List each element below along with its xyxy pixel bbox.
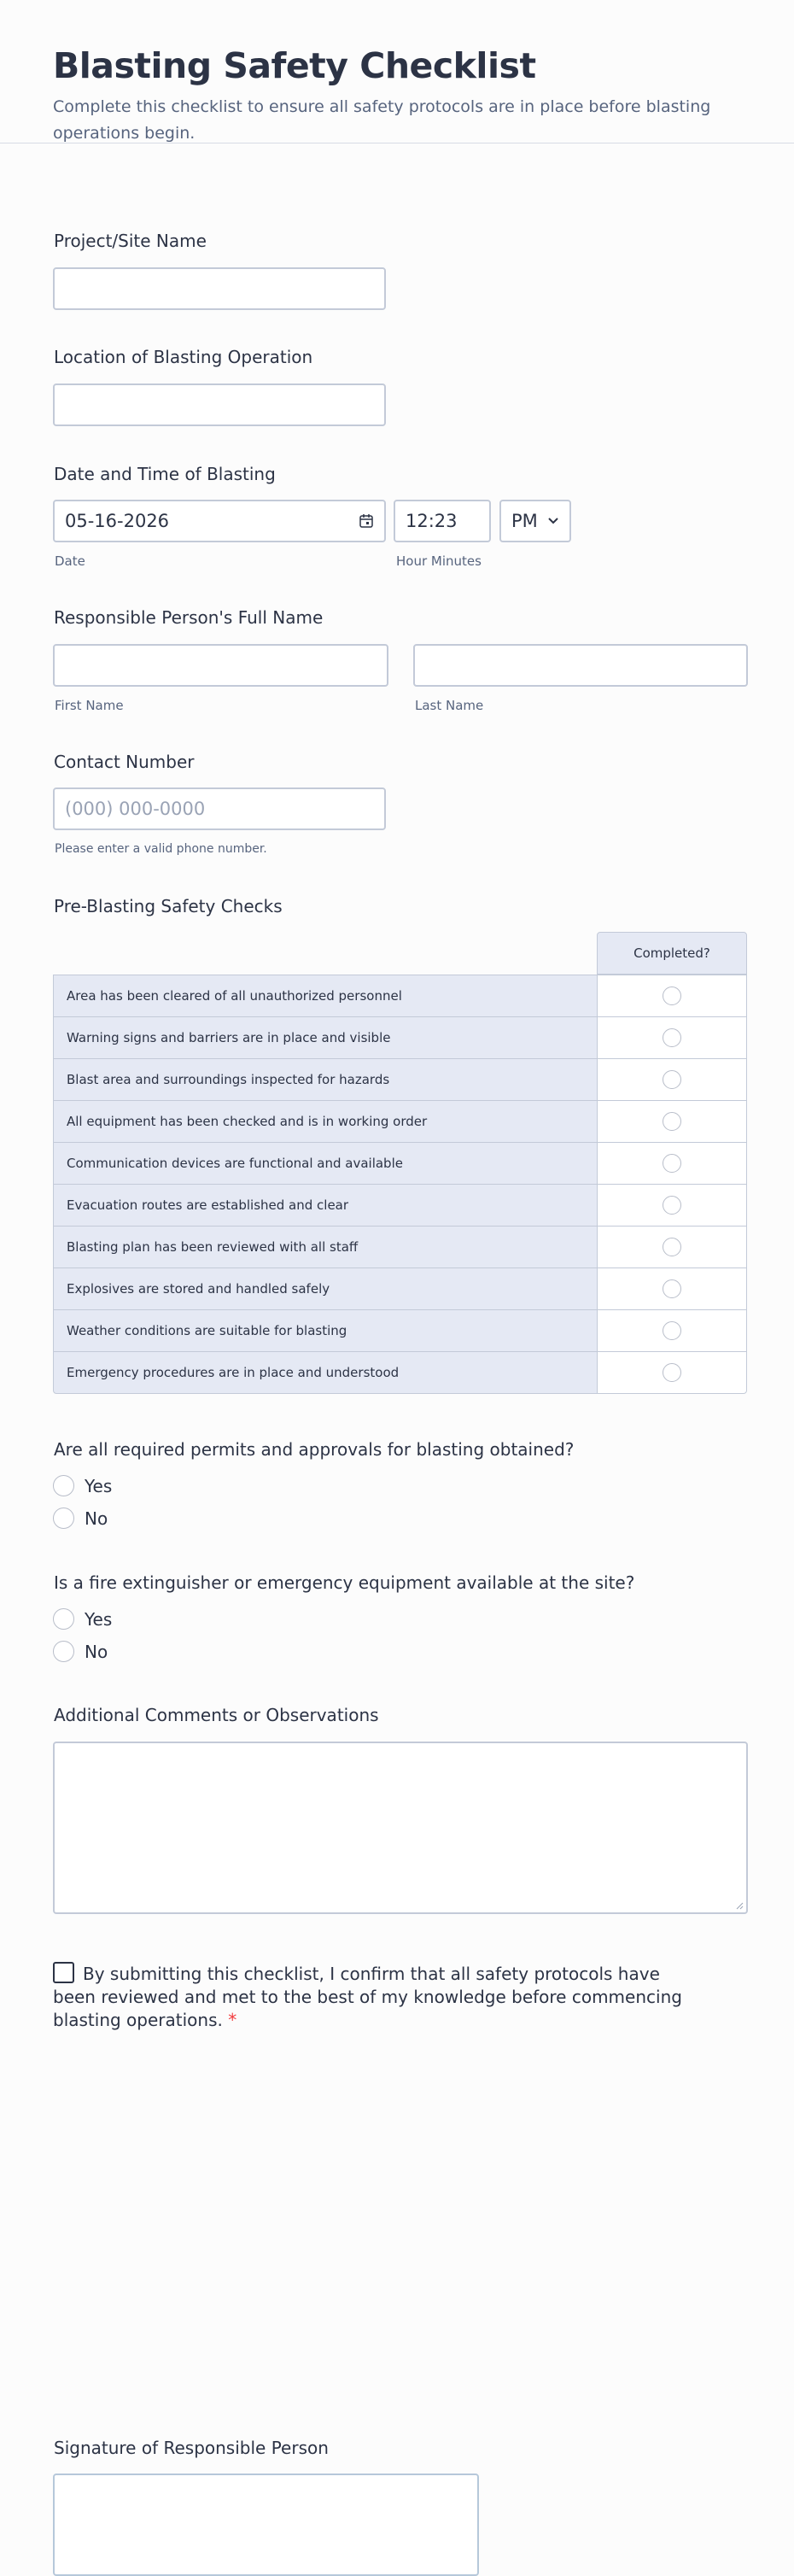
- option-label: No: [85, 1508, 108, 1529]
- extinguisher-option-no[interactable]: [53, 1641, 108, 1662]
- radio-button[interactable]: [53, 1508, 74, 1529]
- responsible-label: Responsible Person's Full Name: [54, 607, 324, 628]
- matrix-radio[interactable]: [663, 1028, 681, 1047]
- ampm-select[interactable]: [499, 500, 571, 542]
- matrix-row-label: All equipment has been checked and is in working order: [53, 1100, 598, 1143]
- matrix-row: [53, 1058, 747, 1101]
- matrix-row-label: Emergency procedures are in place and understood: [53, 1351, 598, 1394]
- date-input[interactable]: [53, 500, 386, 542]
- confirm-checkbox[interactable]: [53, 1962, 74, 1983]
- resize-handle-icon[interactable]: [735, 1901, 744, 1910]
- matrix-row: [53, 1309, 747, 1352]
- matrix-row-label: Area has been cleared of all unauthorized personnel: [53, 975, 598, 1017]
- matrix-radio[interactable]: [663, 1321, 681, 1340]
- datetime-label: Date and Time of Blasting: [54, 464, 276, 484]
- contact-label: Contact Number: [54, 752, 195, 772]
- option-label: No: [85, 1641, 108, 1662]
- project-field: [54, 231, 207, 251]
- time-input[interactable]: [394, 500, 491, 542]
- calendar-icon[interactable]: [359, 513, 374, 529]
- phone-hint: Please enter a valid phone number.: [55, 842, 267, 856]
- extinguisher-field: [54, 1572, 634, 1593]
- matrix-radio[interactable]: [663, 1238, 681, 1256]
- matrix-row: [53, 1100, 747, 1143]
- extinguisher-label: Is a fire extinguisher or emergency equipment available at the site?: [54, 1572, 635, 1593]
- responsible-field: [54, 607, 323, 628]
- first-name-input[interactable]: [53, 644, 388, 687]
- chevron-down-icon: [547, 517, 559, 525]
- matrix-row: [53, 975, 747, 1017]
- signature-field: [54, 2438, 329, 2458]
- location-label: Location of Blasting Operation: [54, 347, 313, 367]
- matrix-row: [53, 1142, 747, 1185]
- matrix-row: [53, 1016, 747, 1059]
- matrix-column-header: Completed?: [597, 932, 747, 975]
- comments-label: Additional Comments or Observations: [54, 1705, 379, 1725]
- signature-pad[interactable]: [53, 2474, 479, 2576]
- option-label: Yes: [85, 1475, 113, 1496]
- permits-option-no[interactable]: [53, 1508, 108, 1529]
- contact-field: [54, 752, 195, 772]
- matrix-radio[interactable]: [663, 1196, 681, 1215]
- matrix-radio[interactable]: [663, 1112, 681, 1131]
- permits-field: [54, 1439, 574, 1460]
- ampm-value: PM: [511, 511, 538, 531]
- permits-label: Are all required permits and approvals for blasting obtained?: [54, 1439, 575, 1460]
- form-description: Complete this checklist to ensure all safety protocols are in place before blasting operations begin.: [53, 97, 711, 143]
- form-header: [0, 0, 794, 143]
- matrix-row-label: Communication devices are functional and available: [53, 1142, 598, 1185]
- confirm-checkbox-field: [53, 1962, 702, 2032]
- radio-button[interactable]: [53, 1608, 74, 1630]
- last-name-input[interactable]: [413, 644, 748, 687]
- signature-label: Signature of Responsible Person: [54, 2438, 329, 2458]
- phone-placeholder: (000) 000-0000: [65, 799, 206, 819]
- matrix-radio[interactable]: [663, 986, 681, 1005]
- matrix-row: [53, 1351, 747, 1394]
- matrix-row-label: Blasting plan has been reviewed with all staff: [53, 1226, 598, 1268]
- project-label: Project/Site Name: [54, 231, 207, 251]
- time-value: 12:23: [406, 511, 458, 531]
- checks-label: Pre-Blasting Safety Checks: [54, 896, 283, 916]
- matrix-row-label: Explosives are stored and handled safely: [53, 1268, 598, 1310]
- date-sublabel: Date: [55, 553, 85, 569]
- project-input[interactable]: [53, 267, 386, 310]
- matrix-radio[interactable]: [663, 1363, 681, 1382]
- matrix-radio[interactable]: [663, 1154, 681, 1173]
- last-name-sublabel: Last Name: [415, 698, 484, 713]
- matrix-row-label: Weather conditions are suitable for blasting: [53, 1309, 598, 1352]
- matrix-row-label: Warning signs and barriers are in place and visible: [53, 1016, 598, 1059]
- comments-field: [54, 1705, 379, 1725]
- form-title: Blasting Safety Checklist: [53, 45, 536, 86]
- radio-button[interactable]: [53, 1641, 74, 1662]
- permits-option-yes[interactable]: [53, 1475, 112, 1496]
- matrix-row: [53, 1226, 747, 1268]
- phone-input[interactable]: [53, 787, 386, 830]
- time-sublabel: Hour Minutes: [396, 553, 482, 569]
- first-name-sublabel: First Name: [55, 698, 124, 713]
- checks-field: [54, 896, 283, 916]
- matrix-radio[interactable]: [663, 1070, 681, 1089]
- matrix-row: [53, 1184, 747, 1227]
- confirm-text: By submitting this checklist, I confirm that all safety protocols have been reviewed and met to the best of my knowledge before commencing blasting operations.: [53, 1964, 682, 2030]
- location-input[interactable]: [53, 383, 386, 426]
- required-asterisk: *: [228, 2010, 237, 2030]
- matrix-row: [53, 1268, 747, 1310]
- extinguisher-option-yes[interactable]: [53, 1608, 112, 1630]
- datetime-field: [54, 464, 276, 484]
- matrix-radio[interactable]: [663, 1279, 681, 1298]
- option-label: Yes: [85, 1608, 113, 1630]
- date-value: 05-16-2026: [65, 511, 170, 531]
- matrix-row-label: Evacuation routes are established and clear: [53, 1184, 598, 1227]
- matrix-row-label: Blast area and surroundings inspected for hazards: [53, 1058, 598, 1101]
- comments-textarea[interactable]: [53, 1742, 748, 1914]
- location-field: [54, 347, 312, 367]
- radio-button[interactable]: [53, 1475, 74, 1496]
